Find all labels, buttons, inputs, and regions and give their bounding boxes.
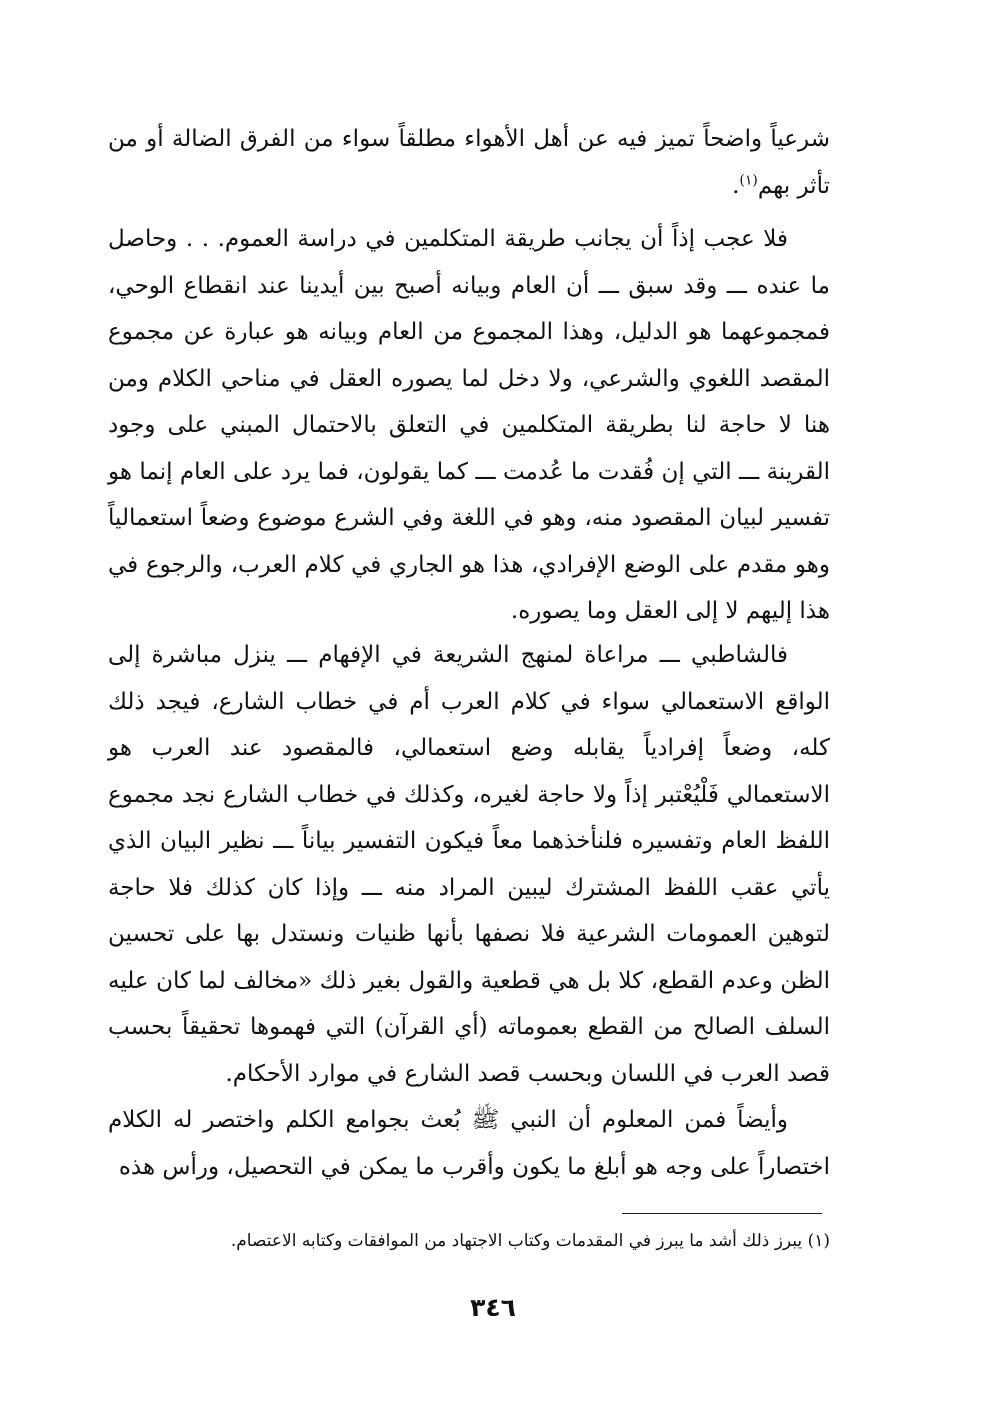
footnote-divider — [622, 1213, 822, 1214]
sentence-end: . — [732, 172, 740, 199]
body-paragraph-3 — [108, 632, 830, 1097]
body-paragraph-1 — [108, 116, 830, 209]
body-paragraph-2 — [108, 216, 830, 635]
page-number: ٣٤٦ — [470, 1293, 516, 1322]
paragraph-text: وأيضاً فمن المعلوم أن النبي ﷺ بُعث بجوامع الكلم واختصر له الكلام اختصاراً على وجه هو أبلغ ما يكون وأقرب ما يمكن في التحصيل، ورأس هذه — [108, 1107, 830, 1180]
paragraph-text: شرعياً واضحاً تميز فيه عن أهل الأهواء مطلقاً سواء من الفرق الضالة أو من تأثر بهم — [108, 126, 830, 199]
footnote-reference: (١) — [739, 171, 758, 188]
paragraph-text: فالشاطبي ـــ مراعاة لمنهج الشريعة في الإفهام ـــ ينزل مباشرة إلى الواقع الاستعمالي سواء في كلام العرب أم في خطاب الشارع، فيجد ذلك كله، وضعاً إفرادياً يقابله وضع استعمالي، فالمقصود عند العرب هو الاستعمالي فَلْيُعْتبر إذاً ولا حاجة لغيره، وكذلك في خطاب الشارع نجد مجموع اللفظ العام وتفسيره فلنأخذهما معاً فيكون التفسير بياناً ـــ نظير البيان الذي يأتي عقب اللفظ المشترك ليبين المراد منه ـــ وإذا كان كذلك فلا حاجة لتوهين العمومات الشرعية فلا نصفها بأنها ظنيات ونستدل بها على تحسين الظن وعدم القطع، كلا بل هي قطعية والقول بغير ذلك «مخالف لما كان عليه السلف الصالح من القطع بعموماته (أي القرآن) التي فهموها تحقيقاً بحسب قصد العرب في اللسان وبحسب قصد الشارع في موارد الأحكام. — [108, 642, 830, 1087]
footnote-1: (١) يبرز ذلك أشد ما يبرز في المقدمات وكتاب الاجتهاد من الموافقات وكتابه الاعتصام. — [230, 1231, 830, 1251]
body-paragraph-4 — [108, 1097, 830, 1190]
paragraph-text: فلا عجب إذاً أن يجانب طريقة المتكلمين في دراسة العموم. . . وحاصل ما عنده ـــ وقد سبق ـــ أن العام وبيانه أصبح بين أيدينا عند انقطاع الوحي، فمجموعهما هو الدليل، وهذا المجموع من العام وبيانه هو عبارة عن مجموع المقصد اللغوي والشرعي، ولا دخل لما يصوره العقل في مناحي الكلام ومن هنا لا حاجة لنا بطريقة المتكلمين في التعلق بالاحتمال المبني على وجود القرينة ـــ التي إن فُقدت ما عُدمت ـــ كما يقولون، فما يرد على العام إنما هو تفسير لبيان المقصود منه، وهو في اللغة وفي الشرع موضوع وضعاً استعمالياً وهو مقدم على الوضع الإفرادي، هذا هو الجاري في كلام العرب، والرجوع في هذا إليهم لا إلى العقل وما يصوره. — [108, 226, 830, 624]
